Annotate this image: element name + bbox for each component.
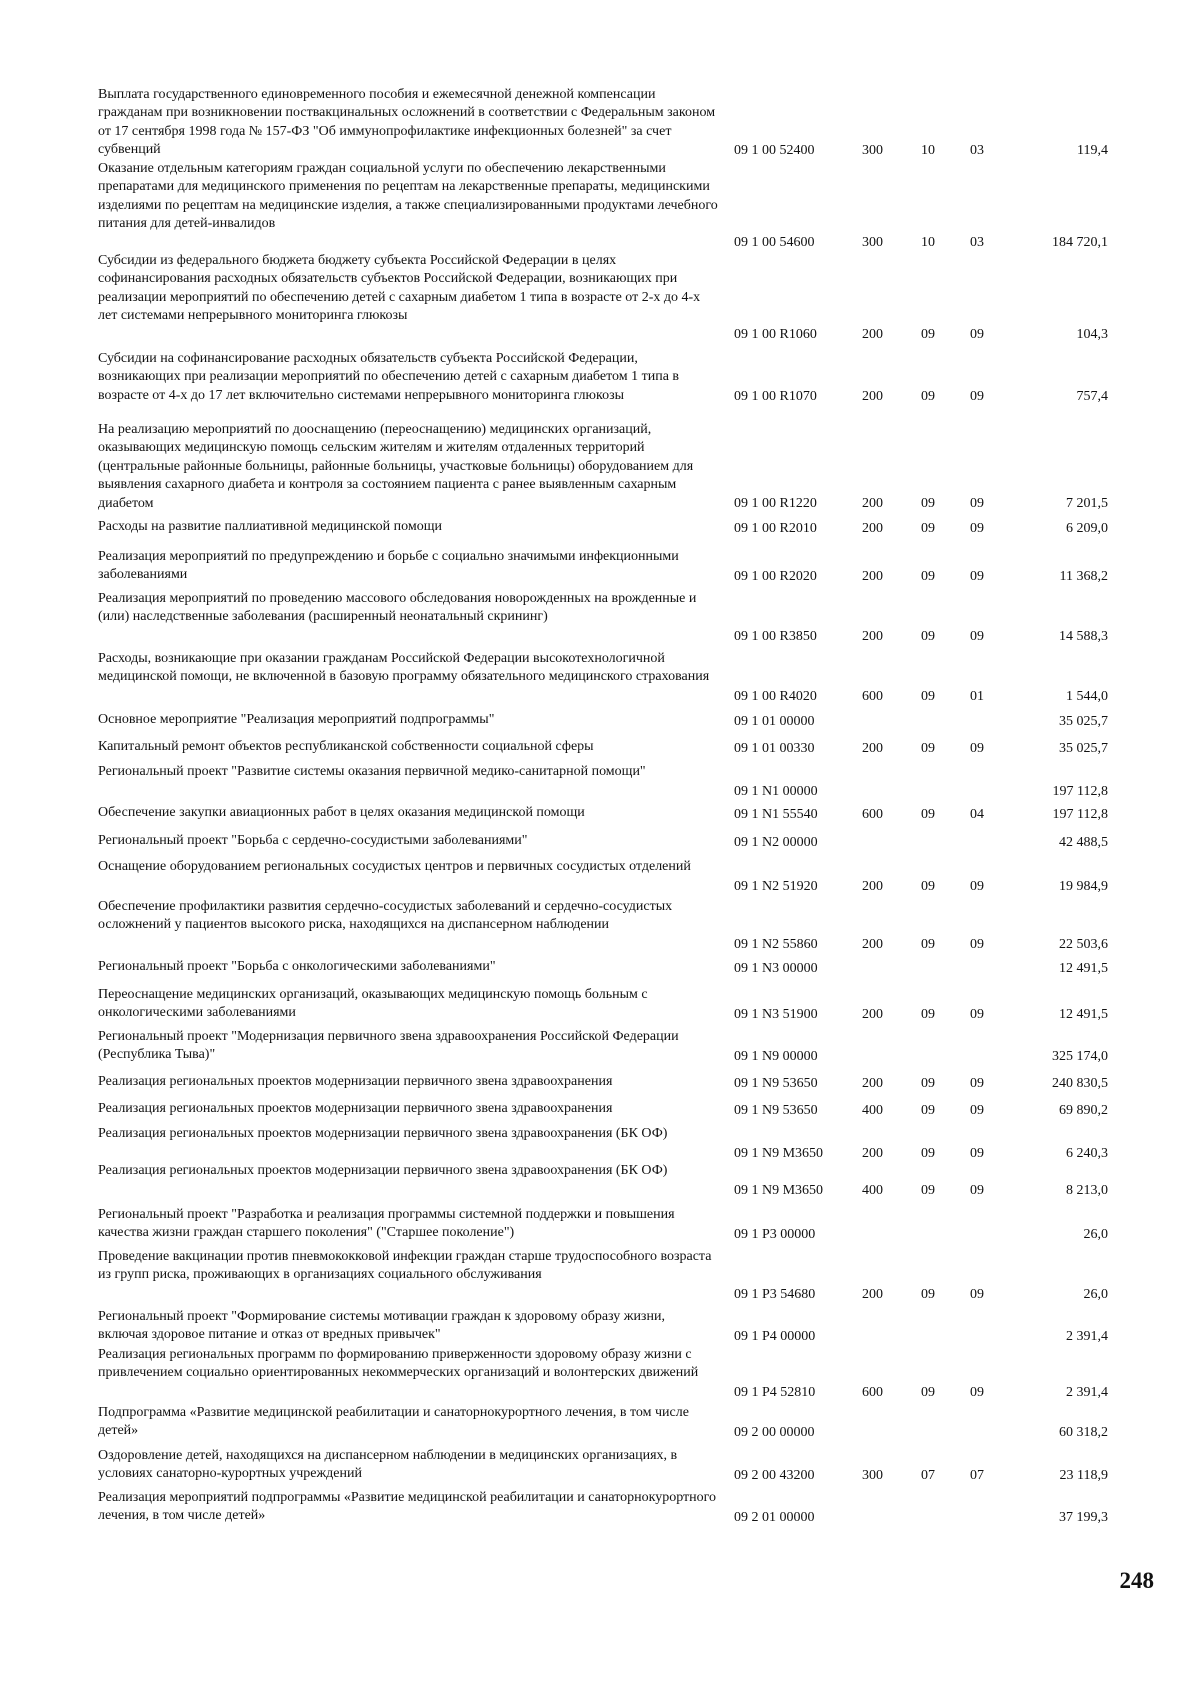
amount: 6 209,0 xyxy=(1066,520,1108,536)
amount: 7 201,5 xyxy=(1066,495,1108,511)
row-description: Оздоровление детей, находящихся на диспансерном наблюдении в медицинских организациях, в условиях санаторно-курортных учреждений xyxy=(98,1448,678,1482)
expense-type: 600 xyxy=(862,688,883,704)
target-code: 09 1 N3 00000 xyxy=(734,960,818,976)
subsection-code: 09 xyxy=(970,1102,984,1118)
subsection-code: 09 xyxy=(970,1006,984,1022)
section-code: 09 xyxy=(921,1006,935,1022)
expense-type: 600 xyxy=(862,1384,883,1400)
target-code: 09 2 01 00000 xyxy=(734,1509,815,1525)
expense-type: 600 xyxy=(862,806,883,822)
amount: 42 488,5 xyxy=(1059,834,1108,850)
row-description: Обеспечение профилактики развития сердечно-сосудистых заболеваний и сердечно-сосудистых осложнений у пациентов высокого риска, находящихся на диспансерном наблюдении xyxy=(98,899,673,933)
subsection-code: 01 xyxy=(970,688,984,704)
target-code: 09 1 N9 53650 xyxy=(734,1102,818,1118)
section-code: 09 xyxy=(921,495,935,511)
target-code: 09 1 N2 55860 xyxy=(734,936,818,952)
amount: 23 118,9 xyxy=(1059,1467,1108,1483)
expense-type: 200 xyxy=(862,1006,883,1022)
section-code: 09 xyxy=(921,326,935,342)
amount: 14 588,3 xyxy=(1059,628,1108,644)
table-row xyxy=(0,350,1200,406)
section-code: 09 xyxy=(921,628,935,644)
table-row xyxy=(0,1073,1200,1093)
section-code: 09 xyxy=(921,936,935,952)
target-code: 09 1 N9 53650 xyxy=(734,1075,818,1091)
table-row xyxy=(0,711,1200,731)
section-code: 07 xyxy=(921,1467,935,1483)
subsection-code: 04 xyxy=(970,806,984,822)
table-row xyxy=(0,1248,1200,1304)
amount: 2 391,4 xyxy=(1066,1328,1108,1344)
row-description: Региональный проект "Борьба с сердечно-сосудистыми заболеваниями" xyxy=(98,833,528,848)
target-code: 09 1 00 R4020 xyxy=(734,688,817,704)
expense-type: 200 xyxy=(862,388,883,404)
subsection-code: 09 xyxy=(970,388,984,404)
table-row xyxy=(0,1125,1200,1163)
row-description: Региональный проект "Борьба с онкологическими заболеваниями" xyxy=(98,959,496,974)
amount: 19 984,9 xyxy=(1059,878,1108,894)
amount: 11 368,2 xyxy=(1059,568,1108,584)
table-row xyxy=(0,763,1200,801)
target-code: 09 1 P3 54680 xyxy=(734,1286,816,1302)
table-row xyxy=(0,1100,1200,1120)
expense-type: 200 xyxy=(862,495,883,511)
section-code: 09 xyxy=(921,1075,935,1091)
amount: 1 544,0 xyxy=(1066,688,1108,704)
table-row xyxy=(0,86,1200,160)
row-description: Расходы, возникающие при оказании гражданам Российской Федерации высокотехнологичной медицинской помощи, не включенной в базовую программу обязательного медицинского страхования xyxy=(98,651,710,685)
row-description: Региональный проект "Модернизация первичного звена здравоохранения Российской Федерации (Республика Тыва)" xyxy=(98,1029,679,1063)
section-code: 09 xyxy=(921,740,935,756)
target-code: 09 1 00 54600 xyxy=(734,234,815,250)
subsection-code: 09 xyxy=(970,1145,984,1161)
target-code: 09 1 N2 51920 xyxy=(734,878,818,894)
amount: 35 025,7 xyxy=(1059,713,1108,729)
expense-type: 200 xyxy=(862,568,883,584)
row-description: Капитальный ремонт объектов республиканской собственности социальной сферы xyxy=(98,739,594,754)
row-description: Реализация региональных проектов модернизации первичного звена здравоохранения (БК ОФ) xyxy=(98,1126,668,1141)
table-row xyxy=(0,858,1200,896)
amount: 2 391,4 xyxy=(1066,1384,1108,1400)
expense-type: 400 xyxy=(862,1102,883,1118)
section-code: 09 xyxy=(921,1182,935,1198)
amount: 325 174,0 xyxy=(1052,1048,1108,1064)
target-code: 09 1 N1 55540 xyxy=(734,806,818,822)
section-code: 10 xyxy=(921,142,935,158)
expense-type: 200 xyxy=(862,1075,883,1091)
subsection-code: 09 xyxy=(970,740,984,756)
target-code: 09 2 00 43200 xyxy=(734,1467,815,1483)
section-code: 09 xyxy=(921,1286,935,1302)
row-description: Реализация региональных проектов модернизации первичного звена здравоохранения xyxy=(98,1101,613,1116)
subsection-code: 09 xyxy=(970,936,984,952)
target-code: 09 1 00 52400 xyxy=(734,142,815,158)
target-code: 09 1 N3 51900 xyxy=(734,1006,818,1022)
expense-type: 300 xyxy=(862,1467,883,1483)
target-code: 09 1 00 R2020 xyxy=(734,568,817,584)
subsection-code: 09 xyxy=(970,1384,984,1400)
expense-type: 200 xyxy=(862,326,883,342)
section-code: 10 xyxy=(921,234,935,250)
amount: 197 112,8 xyxy=(1052,806,1108,822)
amount: 26,0 xyxy=(1083,1286,1108,1302)
expense-type: 200 xyxy=(862,628,883,644)
section-code: 09 xyxy=(921,1384,935,1400)
target-code: 09 1 00 R1060 xyxy=(734,326,817,342)
target-code: 09 1 01 00000 xyxy=(734,713,815,729)
table-row xyxy=(0,1028,1200,1066)
section-code: 09 xyxy=(921,1145,935,1161)
target-code: 09 1 00 R2010 xyxy=(734,520,817,536)
row-description: Оснащение оборудованием региональных сосудистых центров и первичных сосудистых отделений xyxy=(98,859,691,874)
amount: 240 830,5 xyxy=(1052,1075,1108,1091)
expense-type: 300 xyxy=(862,234,883,250)
table-row xyxy=(0,804,1200,824)
row-description: Оказание отдельным категориям граждан социальной услуги по обеспечению лекарственными препаратами для медицинского применения по рецептам на лекарственные препараты, медицинскими изделиями по рецептам на медицинские изделия, а также специализированными продуктами лечебного питания для детей-инвалидов xyxy=(98,161,718,232)
section-code: 09 xyxy=(921,388,935,404)
table-row xyxy=(0,1404,1200,1442)
target-code: 09 1 N9 M3650 xyxy=(734,1145,824,1161)
subsection-code: 09 xyxy=(970,628,984,644)
row-description: Реализация региональных программ по формированию приверженности здоровому образу жизни с привлечением социально ориентированных некоммерческих организаций и волонтерских движений xyxy=(98,1347,699,1381)
amount: 197 112,8 xyxy=(1052,783,1108,799)
row-description: Реализация мероприятий по предупреждению и борьбе с социально значимыми инфекционными заболеваниями xyxy=(98,549,679,583)
section-code: 09 xyxy=(921,1102,935,1118)
table-row xyxy=(0,548,1200,586)
table-row xyxy=(0,1206,1200,1244)
expense-type: 200 xyxy=(862,520,883,536)
table-row xyxy=(0,252,1200,344)
section-code: 09 xyxy=(921,806,935,822)
table-row xyxy=(0,1489,1200,1527)
subsection-code: 09 xyxy=(970,520,984,536)
subsection-code: 09 xyxy=(970,1182,984,1198)
row-description: Реализация мероприятий подпрограммы «Развитие медицинской реабилитации и санаторнокурортного лечения, в том числе детей» xyxy=(98,1490,717,1524)
amount: 104,3 xyxy=(1076,326,1108,342)
table-row xyxy=(0,958,1200,978)
subsection-code: 09 xyxy=(970,878,984,894)
amount: 8 213,0 xyxy=(1066,1182,1108,1198)
target-code: 09 1 P4 00000 xyxy=(734,1328,816,1344)
row-description: Обеспечение закупки авиационных работ в целях оказания медицинской помощи xyxy=(98,805,585,820)
amount: 60 318,2 xyxy=(1059,1424,1108,1440)
row-description: Подпрограмма «Развитие медицинской реабилитации и санаторнокурортного лечения, в том числе детей» xyxy=(98,1405,689,1439)
subsection-code: 03 xyxy=(970,142,984,158)
table-row xyxy=(0,1308,1200,1346)
expense-type: 200 xyxy=(862,878,883,894)
table-row xyxy=(0,518,1200,538)
amount: 12 491,5 xyxy=(1059,1006,1108,1022)
amount: 69 890,2 xyxy=(1059,1102,1108,1118)
target-code: 09 1 00 R1220 xyxy=(734,495,817,511)
amount: 22 503,6 xyxy=(1059,936,1108,952)
row-description: Выплата государственного единовременного пособия и ежемесячной денежной компенсации гражданам при возникновении поствакцинальных осложнений в соответствии с Федеральным законом от 17 сентября 1998 года № 157-ФЗ "Об иммунопрофилактике инфекционных болезней" за счет субвенций xyxy=(98,87,716,158)
amount: 26,0 xyxy=(1083,1226,1108,1242)
section-code: 09 xyxy=(921,568,935,584)
target-code: 09 1 00 R1070 xyxy=(734,388,817,404)
amount: 6 240,3 xyxy=(1066,1145,1108,1161)
table-row xyxy=(0,590,1200,646)
amount: 757,4 xyxy=(1076,388,1108,404)
row-description: Региональный проект "Формирование системы мотивации граждан к здоровому образу жизни, включая здоровое питание и отказ от вредных привычек" xyxy=(98,1309,665,1343)
target-code: 09 1 P4 52810 xyxy=(734,1384,816,1400)
subsection-code: 09 xyxy=(970,1286,984,1302)
table-row xyxy=(0,898,1200,954)
table-row xyxy=(0,738,1200,758)
expense-type: 200 xyxy=(862,1145,883,1161)
row-description: Расходы на развитие паллиативной медицинской помощи xyxy=(98,519,442,534)
subsection-code: 09 xyxy=(970,495,984,511)
target-code: 09 1 N2 00000 xyxy=(734,834,818,850)
amount: 119,4 xyxy=(1077,142,1108,158)
row-description: Субсидии из федерального бюджета бюджету субъекта Российской Федерации в целях софинансирования расходных обязательств субъектов Российской Федерации, возникающих при реализации мероприятий по обеспечению детей с сахарным диабетом 1 типа в возрасте от 2-х до 4-х лет системами непрерывного мониторинга глюкозы xyxy=(98,253,701,324)
section-code: 09 xyxy=(921,878,935,894)
target-code: 09 1 01 00330 xyxy=(734,740,815,756)
row-description: Реализация региональных проектов модернизации первичного звена здравоохранения (БК ОФ) xyxy=(98,1163,668,1178)
row-description: На реализацию мероприятий по дооснащению (переоснащению) медицинских организаций, оказывающих медицинскую помощь сельским жителям и жителям отдаленных территорий (центральные районные больницы, районные больницы, участковые больницы) оборудованием для выявления сахарного диабета и контроля за состоянием пациента с ранее выявленным сахарным диабетом xyxy=(98,422,694,511)
row-description: Проведение вакцинации против пневмококковой инфекции граждан старше трудоспособного возраста из групп риска, проживающих в организациях социального обслуживания xyxy=(98,1249,712,1283)
table-row xyxy=(0,1162,1200,1200)
section-code: 09 xyxy=(921,688,935,704)
row-description: Субсидии на софинансирование расходных обязательств субъекта Российской Федерации, возникающих при реализации мероприятий по обеспечению детей с сахарным диабетом 1 типа в возрасте от 4-х до 17 лет включительно системами непрерывного мониторинга глюкозы xyxy=(98,351,680,403)
amount: 35 025,7 xyxy=(1059,740,1108,756)
expense-type: 200 xyxy=(862,740,883,756)
amount: 37 199,3 xyxy=(1059,1509,1108,1525)
table-row xyxy=(0,1447,1200,1485)
subsection-code: 07 xyxy=(970,1467,984,1483)
section-code: 09 xyxy=(921,520,935,536)
row-description: Основное мероприятие "Реализация мероприятий подпрограммы" xyxy=(98,712,495,727)
target-code: 09 1 N1 00000 xyxy=(734,783,818,799)
table-row xyxy=(0,160,1200,252)
subsection-code: 03 xyxy=(970,234,984,250)
target-code: 09 1 N9 00000 xyxy=(734,1048,818,1064)
table-row xyxy=(0,421,1200,513)
table-row xyxy=(0,986,1200,1024)
amount: 12 491,5 xyxy=(1059,960,1108,976)
expense-type: 200 xyxy=(862,936,883,952)
row-description: Реализация региональных проектов модернизации первичного звена здравоохранения xyxy=(98,1074,613,1089)
target-code: 09 1 00 R3850 xyxy=(734,628,817,644)
row-description: Региональный проект "Разработка и реализация программы системной поддержки и повышения качества жизни граждан старшего поколения" ("Старшее поколение") xyxy=(98,1207,675,1241)
target-code: 09 1 N9 M3650 xyxy=(734,1182,824,1198)
row-description: Реализация мероприятий по проведению массового обследования новорожденных на врожденные и (или) наследственные заболевания (расширенный неонатальный скрининг) xyxy=(98,591,697,625)
table-row xyxy=(0,832,1200,852)
row-description: Переоснащение медицинских организаций, оказывающих медицинскую помощь больным с онкологическими заболеваниями xyxy=(98,987,648,1021)
target-code: 09 2 00 00000 xyxy=(734,1424,815,1440)
page-number: 248 xyxy=(1119,1568,1154,1593)
table-row xyxy=(0,650,1200,706)
subsection-code: 09 xyxy=(970,1075,984,1091)
subsection-code: 09 xyxy=(970,568,984,584)
expense-type: 400 xyxy=(862,1182,883,1198)
row-description: Региональный проект "Развитие системы оказания первичной медико-санитарной помощи" xyxy=(98,764,646,779)
target-code: 09 1 P3 00000 xyxy=(734,1226,816,1242)
expense-type: 200 xyxy=(862,1286,883,1302)
expense-type: 300 xyxy=(862,142,883,158)
subsection-code: 09 xyxy=(970,326,984,342)
amount: 184 720,1 xyxy=(1052,234,1108,250)
table-row xyxy=(0,1346,1200,1402)
